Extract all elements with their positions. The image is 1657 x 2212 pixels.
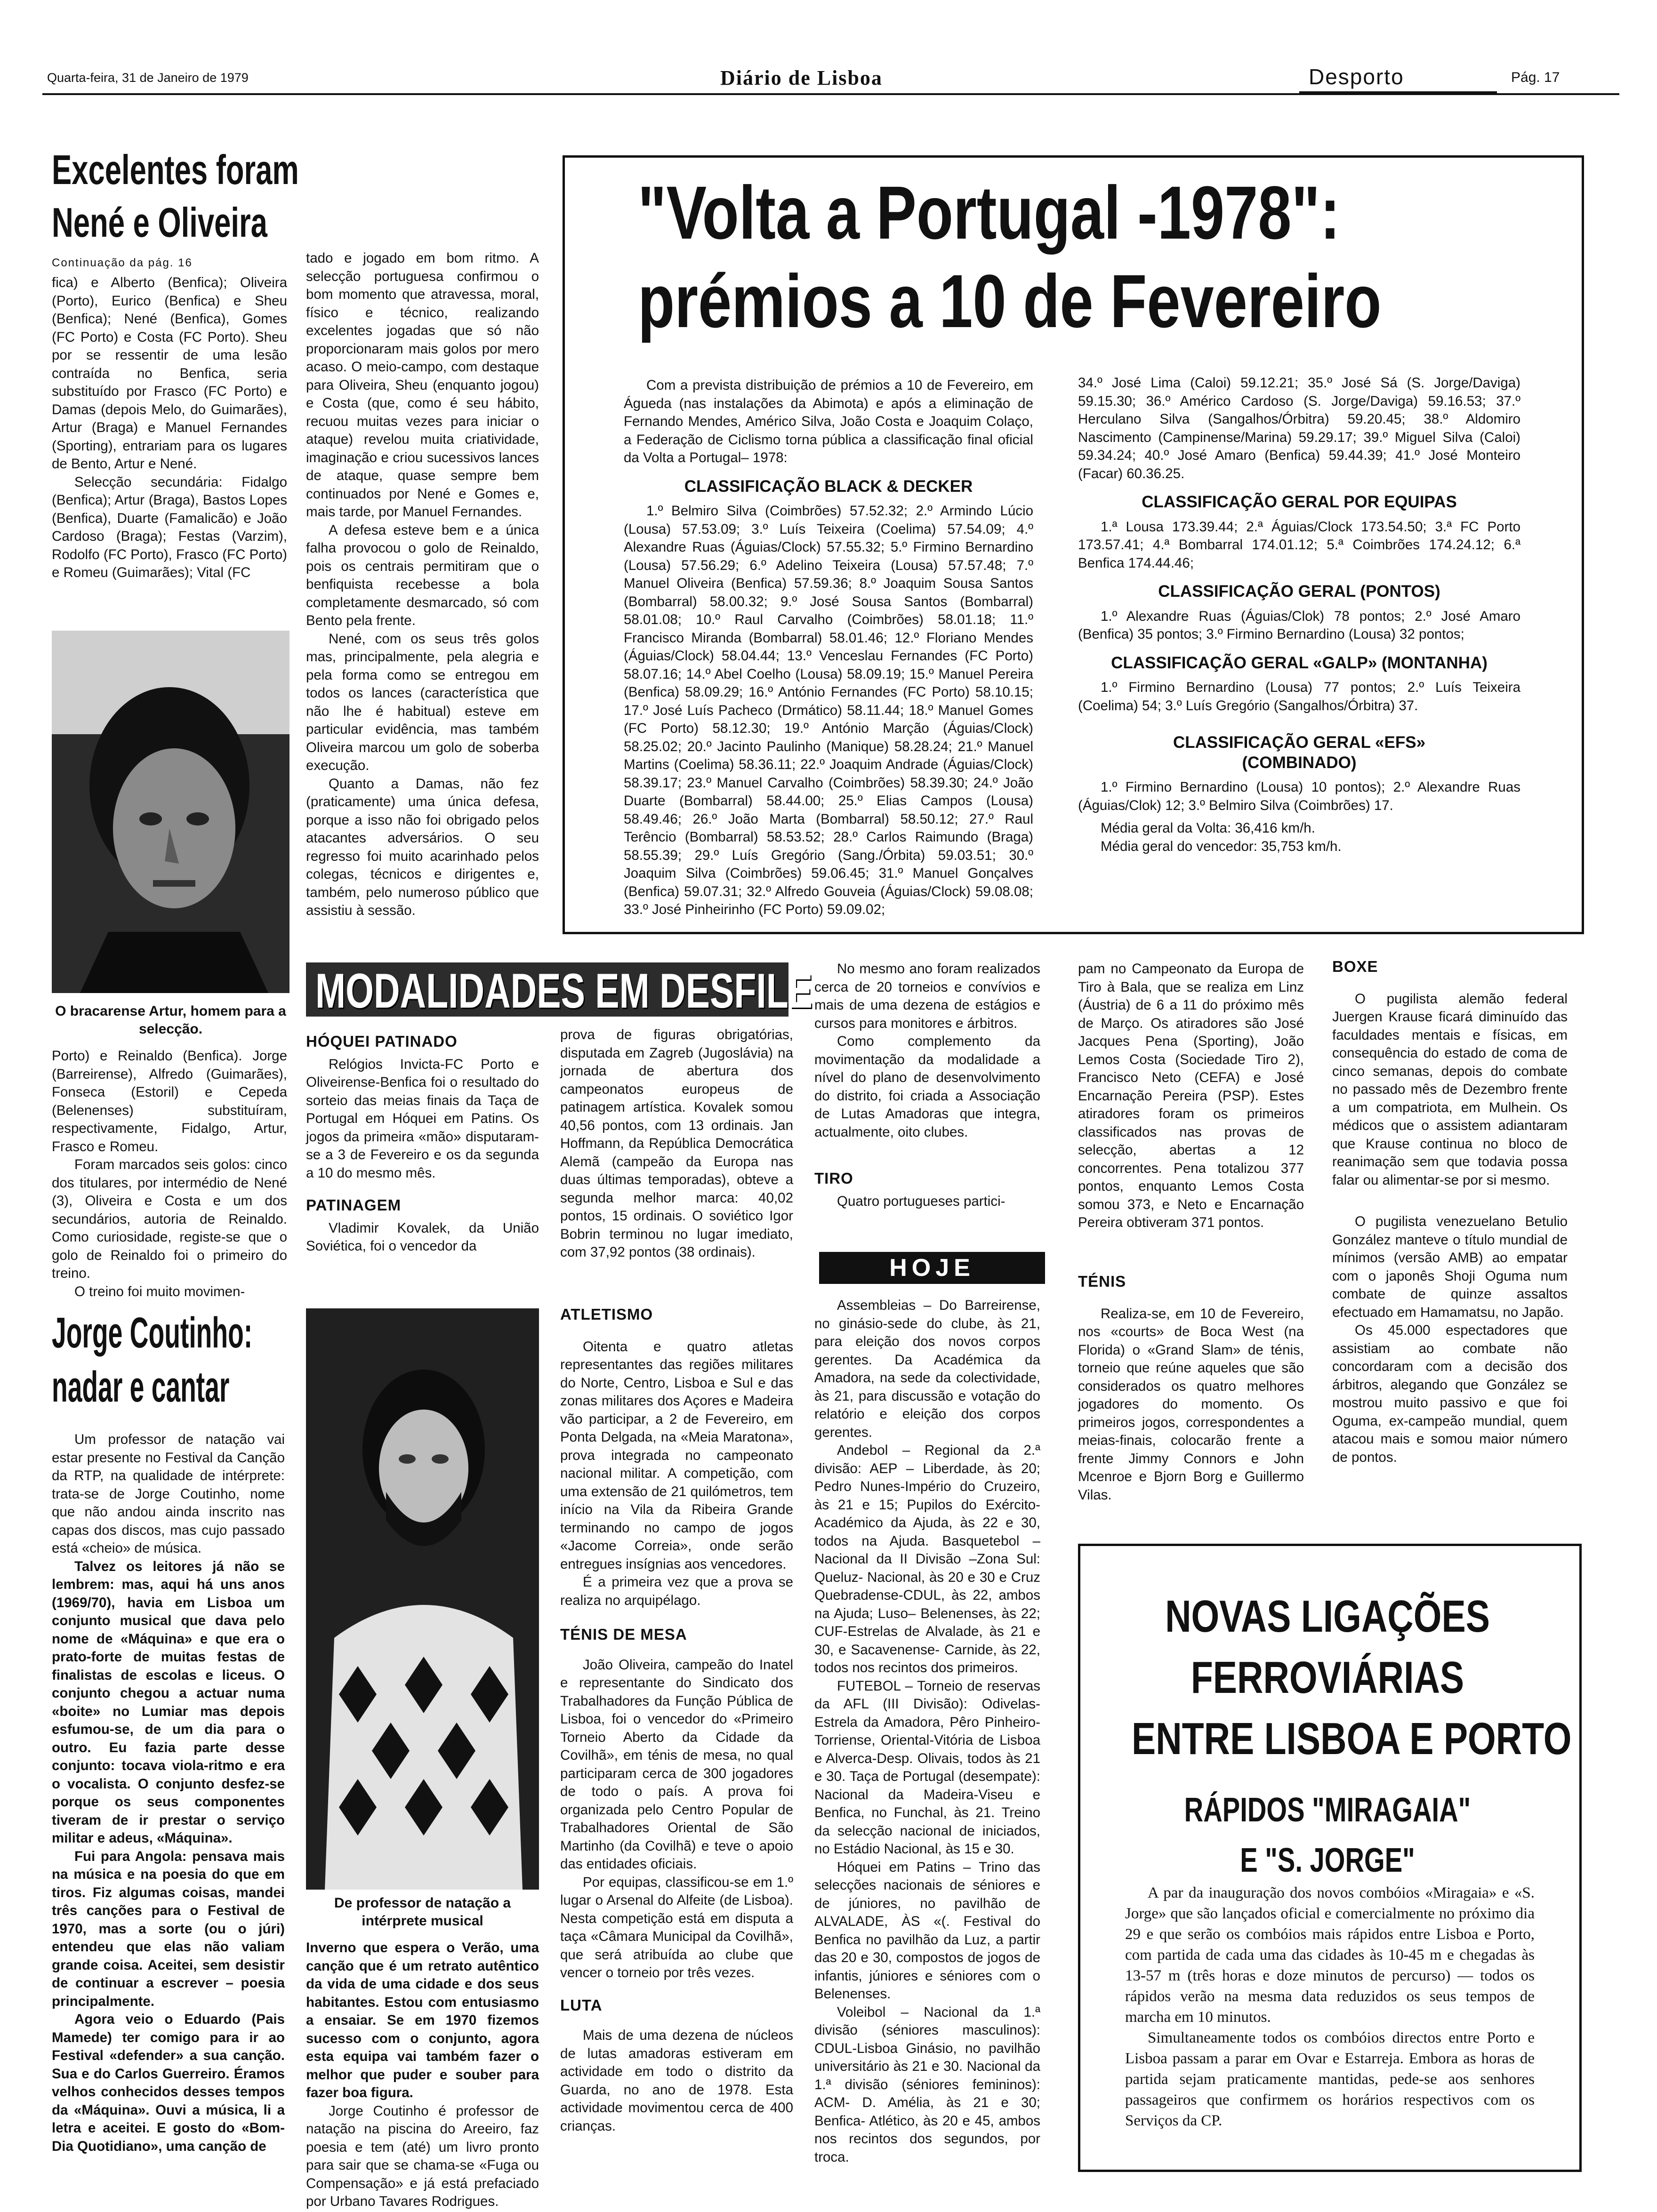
equipas-heading: CLASSIFICAÇÃO GERAL POR EQUIPAS	[1142, 493, 1457, 511]
volta-left-column	[624, 377, 1033, 919]
hoje-item: FUTEBOL – Torneio de reservas da AFL (III Divisão): Odivelas- Estrela da Amadora, Pêro Pinheiro- Torriense, Oriental-Vitória de Lisboa e Alverca-Desp. Olivais, todos às 21 e 30. Taça de Portugal (desempate): Nacional da Madeira-Viseu e Benfica, no Funchal, às 21. Treino da selecção nacional de iniciados, no Estádio Nacional, às 15 e 30.	[814, 1678, 1040, 1857]
volta-headline-line2: prémios a 10 de Fevereiro	[638, 259, 1382, 343]
nene-paragraph: A defesa esteve bem e a única falha provocou o golo de Reinaldo, pois os centrais permitiram que o benfiquista recebesse a bola completamente desmarcado, só com Bento pela frente.	[306, 522, 539, 628]
page-number: Pág. 17	[1511, 70, 1560, 85]
nene-headline-line1: Excelentes foram	[52, 146, 299, 193]
pontos-results: 1.º Alexandre Ruas (Águias/Clok) 78 pontos; 2.º José Amaro (Benfica) 35 pontos; 3.º Firmino Bernardino (Lousa) 32 pontos;	[1078, 608, 1520, 642]
hoquei-text: Relógios Invicta-FC Porto e Oliveirense-Benfica foi o resultado do sorteio das meias finais da Taça de Portugal em Hóquei em Patins. Os jogos da primeira «mão» disputaram-se a 3 de Fevereiro e os da segunda a 10 do mesmo mês.	[306, 1056, 539, 1181]
montanha-results: 1.º Firmino Bernardino (Lousa) 77 pontos; 2.º Luís Teixeira (Coelima) 54; 3.º Luís Gregório (Sangalhos/Órbitra) 37.	[1078, 680, 1520, 713]
media-vencedor: Média geral do vencedor: 35,753 km/h.	[1101, 838, 1342, 854]
coutinho-quote	[52, 1558, 285, 2156]
coutinho-quote-paragraph: Talvez os leitores já não se lembrem: mas, aqui há uns anos (1969/70), havia em Lisboa um conjunto musical que dava pelo nome de «Máquina» e que era o prato-forte de muitas festas de finalistas de escolas e liceus. O conjunto chegou a actuar numa «boite» no Lumiar mas depois esfumou-se, de um dia para o outro. Eu fazia parte desse conjunto: tocava viola-ritmo e era o vocalista. O conjunto desfez-se porque os seus componentes tiveram de ir prestar o serviço militar e adeus, «Máquina».	[52, 1558, 285, 1846]
nene-paragraph: Porto) e Reinaldo (Benfica). Jorge (Barreirense), Alfredo (Guimarães), Fonseca (Estoril) e Cepeda (Belenenses) substituíram, respectivamente, Fidalgo, Artur, Frasco e Romeu.	[52, 1048, 287, 1154]
tenis-mesa-text: João Oliveira, campeão do Inatel e representante do Sindicato dos Trabalhadores da Função Pública de Lisboa, foi o vencedor do «Primeiro Torneio Aberto da Cidade da Covilhã», em ténis de mesa, no qual participaram cerca de 300 jogadores de todo o país. A prova foi organizada pelo Centro Popular de Trabalhadores Oriental de São Martinho (da Covilhã) e teve o apoio das entidades oficiais.	[560, 1657, 793, 1872]
header-rule-accent	[1299, 91, 1497, 95]
boxe-text: O pugilista alemão federal Juergen Krause ficará diminuído das faculdades mentais e físicas, em consequência do estado de coma de cinco semanas, depois do combate no passado mês de Dezembro frente a um compatriota, em Mulhein. Os médicos que o assistem adiantaram que Krause continua no bloco de reanimação sem que todavia possa falar ou alimentar-se por si mesmo.	[1332, 991, 1568, 1188]
atletismo-text: Oitenta e quatro atletas representantes das regiões militares do Norte, Centro, Lisboa e Sul e das zonas militares dos Açores e Madeira vão participar, a 2 de Fevereiro, em Ponta Delgada, na «Meia Maratona», prova integrada no campeonato nacional militar. A competição, com uma extensão de 21 quilómetros, tem início na Vila da Ribeira Grande terminando no campo de jogos «Jacome Correia», onde serão entregues insígnias aos vencedores.	[560, 1338, 793, 1572]
nene-column-1-continued	[52, 1047, 287, 1301]
modalidades-column-2	[560, 1026, 793, 1262]
hoje-column	[814, 1297, 1040, 2166]
black-decker-results: 1.º Belmiro Silva (Coimbrões) 57.52.32; 2.º Armindo Lúcio (Lousa) 57.53.09; 3.º Luís Teixeira (Coelima) 57.54.09; 4.º Alexandre Ruas (Águias/Clock) 57.55.32; 5.º Firmino Bernardino (Lousa) 57.56.29; 6.º Adelino Teixeira (Lousa) 57.57.48; 7.º Manuel Oliveira (Benfica) 57.59.36; 8.º Joaquim Sousa Santos (Bombarral) 58.00.32; 9.º José Sousa Santos (Bombarral) 58.01.08; 10.º Raul Carvalho (Coimbrões) 58.01.18; 11.º Francisco Miranda (Bombarral) 58.01.46; 12.º Floriano Mendes (Águias/Clock) 58.04.44; 13.º Venceslau Fernandes (FC Porto) 58.07.16; 14.º Abel Coelho (Lousa) 58.09.19; 15.º Manuel Pereira (Benfica) 58.09.29; 16.º António Fernandes (FC Porto) 58.10.15; 17.º José Luís Pacheco (Drmático) 58.11.44; 18.º Manuel Gomes (FC Porto) 58.12.30; 19.º António Marção (Águias/Clock) 58.25.02; 20.º Jacinto Paulinho (Manique) 58.28.24; 21.º Manuel Martins (Coelima) 58.36.11; 22.º Joaquim Andrade (Águias/Clock) 58.39.17; 23.º Manuel Carvalho (Coimbrões) 58.39.30; 24.º João Duarte (Bombarral) 58.44.00; 25.º Elias Campos (Lousa) 58.49.46; 26.º João Marta (Bombarral) 58.50.12; 27.º Raul Terêncio (Bombarral) 58.53.52; 28.º Carlos Raimundo (Braga) 58.55.39; 29.º Luís Gregório (Sang./Órbita) 59.03.51; 30.º Joaquim Silva (Coimbrões) 59.06.45; 31.º Manuel Gonçalves (Benfica) 59.07.31; 32.º Alfredo Gouveia (Águias/Clock) 59.08.08; 33.º José Pinheirinho (FC Porto) 59.09.02;	[624, 503, 1033, 917]
nene-paragraph: Selecção secundária: Fidalgo (Benfica); Artur (Braga), Bastos Lopes (Benfica), Duarte (Famalicão) e João Cardoso (Braga); Festas (Varzim), Rodolfo (FC Porto), Frasco (FC Porto) e Romeu (Guimarães); Vital (FC	[52, 474, 287, 580]
black-decker-heading: CLASSIFICAÇÃO BLACK & DECKER	[684, 477, 973, 496]
tenis-mesa-text: Por equipas, classificou-se em 1.º lugar o Arsenal do Alfeite (de Lisboa). Nesta competição está em disputa a taça «Câmara Municipal da Covilhã», que será atribuída ao clube que vencer o torneio por três vezes.	[560, 1874, 793, 1980]
hoquei-heading: HÓQUEI PATINADO	[306, 1033, 458, 1050]
luta-heading: LUTA	[560, 1996, 603, 2014]
coutinho-photo	[306, 1308, 539, 1890]
volta-right-column	[1078, 374, 1520, 856]
tenis-column	[1078, 1266, 1304, 1504]
ad-subheadline-line2: E "S. JORGE"	[1240, 1842, 1415, 1879]
patinagem-text-continued: prova de figuras obrigatórias, disputada em Zagreb (Jugoslávia) na jornada de abertura dos campeonatos europeus de patinagem artística. Kovalek somou 40,56 pontos, com 13 ordinais. Jan Hoffmann, da República Democrática Alemã (campeão da Europa nas duas últimas temporadas), obteve a segunda melhor marca: 40,02 pontos, 15 ordinais. O soviético Igor Bobrin terminou no lugar imediato, com 37,92 pontos (38 ordinais).	[560, 1027, 793, 1260]
nene-headline-line2: Nené e Oliveira	[52, 199, 267, 246]
efs-heading	[1078, 734, 1520, 752]
coutinho-quote-paragraph: Fui para Angola: pensava mais na música e na poesia do que em tiros. Fiz algumas coisas, mandei três canções para o Festival de 1970, mas a sorte (ou o júri) entendeu que elas não valiam grande coisa. Aceitei, sem desistir de continuar a escrever – poesia principalmente.	[52, 1848, 285, 2009]
hoje-item: Voleibol – Nacional da 1.ª divisão (séniores masculinos): CDUL-Lisboa Ginásio, no pavilhão universitário às 21 e 30. Nacional da 1.ª divisão (séniores femininos): ACM- D. Amélia, às 21 e 30; Benfica- Atlético, às 20 e 45, ambos nos recintos dos segundos, por troca.	[814, 2004, 1040, 2165]
modalidades-column-1	[306, 1026, 539, 1256]
atletismo-heading: ATLETISMO	[560, 1306, 653, 1323]
efs-results: 1.º Firmino Bernardino (Lousa) 10 pontos); 2.º Alexandre Ruas (Águias/Clok) 12; 3.º Belmiro Silva (Coimbrões) 17.	[1078, 779, 1520, 813]
tiro-text-continued: pam no Campeonato da Europa de Tiro à Bala, que se realiza em Linz (Áustria) de 6 a 11 do próximo mês de Março. Os atiradores são José Jacques Pena (Sporting), João Lemos Costa (Sociedade Tiro 2), Francisco Neto (CEFA) e José Encarnação Pereira (PSP). Estes atiradores foram os primeiros classificados nas provas de selecção, abertas a 12 concorrentes. Pena totalizou 377 pontos, enquanto Lemos Costa somou 373, e Neto e Encarnação Pereira obtiveram 371 pontos.	[1078, 961, 1304, 1230]
coutinho-headline-line1: Jorge Coutinho:	[52, 1309, 253, 1357]
efs-subheading: (COMBINADO)	[1242, 753, 1357, 772]
boxe-text: O pugilista venezuelano Betulio González manteve o título mundial de mínimos (versão AMB) ao empatar com o japonês Shoji Oguma num combate de quinze assaltos efectuado em Hamamatsu, no Japão.	[1332, 1214, 1568, 1320]
coutinho-quote-paragraph: Inverno que espera o Verão, uma canção que é um retrato autêntico da vida de uma cidade e dos seus habitantes. Estou com entusiasmo a ensaiar. Se em 1970 fizemos sucesso com o conjunto, agora esta equipa vai também fazer o melhor que puder e souber para fazer boa figura.	[306, 1940, 539, 2100]
modalidades-column-5	[1332, 958, 1568, 1467]
ad-headline-line3: ENTRE LISBOA E PORTO	[1132, 1714, 1572, 1764]
artur-photo-caption: O bracarense Artur, homem para a selecção.	[55, 1003, 286, 1037]
coutinho-portrait-illustration	[306, 1308, 539, 1890]
coutinho-photo-caption: De professor de natação a intérprete musical	[334, 1895, 511, 1929]
coutinho-column-2	[306, 1939, 539, 2211]
patinagem-text: Vladimir Kovalek, da União Soviética, foi o vencedor da	[306, 1220, 539, 1254]
luta-text: Mais de uma dezena de núcleos de lutas amadoras estiveram em actividade em todo o distrito da Guarda, no ano de 1978. Esta actividade movimentou cerca de 400 crianças.	[560, 2028, 793, 2134]
efs-heading-line1: CLASSIFICAÇÃO GERAL «EFS»	[1173, 733, 1426, 752]
portrait-illustration	[52, 631, 290, 993]
nene-paragraph: Quanto a Damas, não fez (praticamente) uma única defesa, porque a isso não foi obrigado pelos atacantes adversários. O seu regresso foi muito acarinhado pelos colegas, técnicos e dirigentes e, também, pelo numeroso público que assistiu à sessão.	[306, 776, 539, 918]
luta-continued: No mesmo ano foram realizados cerca de 20 torneios e convívios e mais de uma dezena de estágios e cursos para monitores e árbitros.	[814, 961, 1040, 1031]
volta-headline	[638, 169, 1532, 345]
nene-paragraph: tado e jogado em bom ritmo. A selecção portuguesa confirmou o bom momento que atravessa, moral, físico e técnico, realizando excelentes jogadas que só não proporcionaram mais golos por mero acaso. O meio-campo, com destaque para Oliveira, Sheu (enquanto jogou) e Costa (que, como é seu hábito, recuou muitas vezes para iniciar o ataque) revelou muita criatividade, imaginação e criou sucessivos lances de ataque, quase sempre bem continuados por Nené e Gomes e, mais tarde, por Manuel Fernandes.	[306, 250, 539, 520]
ad-headline-line1: NOVAS LIGAÇÕES	[1165, 1591, 1490, 1642]
nene-column-1	[52, 274, 287, 582]
nene-column-2	[306, 249, 539, 920]
montanha-heading: CLASSIFICAÇÃO GERAL «GALP» (MONTANHA)	[1111, 653, 1488, 672]
ad-body-paragraph: A par da inauguração dos novos combóios «Miragaia» e «S. Jorge» que são lançados oficial e comercialmente no próximo dia 29 e que serão os combóios mais rápidos entre Lisboa e Porto, com partida de cada uma das cidades às 10-45 m e chegadas às 13-57 m (três horas e doze minutos de percurso) — todos os rápidos verão na mesma data reduzidos os seus tempos de marcha em 10 minutos.	[1125, 1884, 1535, 2026]
coutinho-headline	[52, 1308, 315, 1421]
atletismo-text: É a primeira vez que a prova se realiza no arquipélago.	[560, 1574, 793, 1608]
boxe-text: Os 45.000 espectadores que assistiam ao combate não concordaram com a decisão dos árbitros, alegando que González se mostrou muito passivo e que foi Oguma, ex-campeão mundial, quem atacou mais e somou maior número de pontos.	[1332, 1322, 1568, 1465]
continuation-note: Continuação da pág. 16	[52, 256, 193, 269]
tiro-heading: TIRO	[814, 1170, 853, 1187]
modalidades-column-4	[1078, 960, 1304, 1232]
masthead: Diário de Lisboa	[720, 66, 883, 89]
modalidades-column-2b	[560, 1299, 793, 2135]
ad-body	[1125, 1883, 1535, 2131]
coutinho-intro: Um professor de natação vai estar presente no Festival da Canção da RTP, na qualidade de intérprete: trata-se de Jorge Coutinho, nome que não andou ainda inscrito nas capas dos discos, mas cujo passado está «cheio» de música.	[52, 1432, 285, 1556]
nene-paragraph: Foram marcados seis golos: cinco dos titulares, por intermédio de Nené (3), Oliveira e Costa e um dos secundários, autoria de Reinaldo. Como curiosidade, registe-se que o golo de Reinaldo foi o primeiro do treino.	[52, 1157, 287, 1281]
nene-paragraph: Nené, com os seus três golos mas, principalmente, pela alegria e pela forma como se entregou em todos os lances (característica que não lhe é habitual) esteve em particular evidência, mas também Oliveira marcou um golo de soberba execução.	[306, 631, 539, 773]
ad-body-paragraph: Simultaneamente todos os combóios directos entre Porto e Lisboa passam a parar em Ovar e Estarreja. Embora as horas de partida sejam praticamente mantidas, pede-se aos senhores passageiros que confirmem os horários respectivos com os Serviços da CP.	[1125, 2029, 1535, 2129]
boxe-heading: BOXE	[1332, 958, 1378, 975]
modalidades-column-3	[814, 960, 1040, 1210]
coutinho-bio: Jorge Coutinho é professor de natação na piscina do Areeiro, faz poesia e tem (até) um livro pronto para sair que se chama-se «Fuga ou Compensação» e já está prefaciado por Urbano Tavares Rodrigues.	[306, 2103, 539, 2209]
nene-paragraph: fica) e Alberto (Benfica); Oliveira (Porto), Eurico (Benfica) e Sheu (Benfica); Nené (Benfica), Gomes (FC Porto) e Costa (FC Porto). Sheu por se ressentir de uma lesão contraída no Benfica, seria substituído por Frasco (FC Porto) e Damas (depois Melo, do Guimarães), Artur (Braga) e Manuel Fernandes (Sporting), entrariam para os lugares de Bento, Artur e Nené.	[52, 275, 287, 472]
nene-paragraph: O treino foi muito movimen-	[74, 1283, 245, 1299]
patinagem-heading: PATINAGEM	[306, 1196, 402, 1214]
media-volta: Média geral da Volta: 36,416 km/h.	[1101, 820, 1315, 836]
hoje-banner	[819, 1252, 1045, 1284]
issue-date: Quarta-feira, 31 de Janeiro de 1979	[47, 71, 249, 85]
ad-headline-line2: FERROVIÁRIAS	[1190, 1652, 1464, 1703]
coutinho-column-1	[52, 1431, 285, 2156]
hoje-item: Assembleias – Do Barreirense, no ginásio-sede do clube, às 21, para eleição dos novos corpos gerentes. Da Académica da Amadora, na sede da colectividade, às 21, para discussão e votação do relatório e eleição dos corpos gerentes.	[814, 1298, 1040, 1440]
hoje-item: Andebol – Regional da 2.ª divisão: AEP – Liberdade, às 20; Pedro Nunes-Império do Cruzeiro, às 21 e 15; Pupilos do Exército-Académico da Ajuda, às 22 e 30, todos na Ajuda. Basquetebol – Nacional da II Divisão –Zona Sul: Queluz- Nacional, às 20 e 30 e Cruz Quebradense-CDUL, às 22, ambos na Ajuda; Luso– Belenenses, às 22; CUF-Estrelas de Alvalade, às 21 e 30, e Sacavenense- Carnide, às 22, todos nos recintos dos primeiros.	[814, 1443, 1040, 1675]
coutinho-headline-line2: nadar e cantar	[52, 1363, 230, 1411]
ad-subheadline-line1: RÁPIDOS "MIRAGAIA"	[1184, 1791, 1471, 1829]
pontos-heading: CLASSIFICAÇÃO GERAL (PONTOS)	[1158, 582, 1440, 601]
volta-headline-line1: "Volta a Portugal -1978":	[638, 170, 1340, 255]
volta-results-continued: 34.º José Lima (Caloi) 59.12.21; 35.º José Sá (S. Jorge/Daviga) 59.15.30; 36.º Américo Cardoso (S. Jorge/Daviga) 59.16.53; 37.º Herculano Silva (Sangalhos/Órbitra) 59.20.45; 38.º Aldomiro Nascimento (Campinense/Marina) 59.29.17; 39.º Miguel Silva (Caloi) 59.34.24; 40.º José Amaro (Benfica) 59.44.39; 41.º José Monteiro (Facar) 60.36.25.	[1078, 375, 1520, 481]
tiro-text: Quatro portugueses partici-	[837, 1193, 1005, 1209]
modalidades-banner	[306, 962, 813, 1018]
ad-headline	[1083, 1591, 1572, 1880]
coutinho-quote-continued	[306, 1939, 539, 2102]
coutinho-quote-paragraph: Agora veio o Eduardo (Pais Mamede) ter comigo para ir ao Festival «defender» a sua canção. Sua e do Carlos Guerreiro. Éramos velhos conhecidos desses tempos da «Máquina». Ouvi a música, li a letra e aceitei. E gosto do «Bom-Dia Quotidiano», uma canção de	[52, 2012, 285, 2154]
modalidades-banner-text: MODALIDADES EM DESFILE	[315, 964, 813, 1018]
tenis-text: Realiza-se, em 10 de Fevereiro, nos «courts» de Boca West (na Florida) o «Grand Slam» de ténis, torneio que reúne aqueles que são considerados os quatro melhores jogadores do momento. Os primeiros jogos, correspondentes a meias-finais, colocarão frente a frente Jimmy Connors e John Mcenroe e Bjorn Borg e Guillermo Vilas.	[1078, 1306, 1304, 1503]
section-name: Desporto	[1309, 64, 1404, 89]
volta-intro: Com a prevista distribuição de prémios a 10 de Fevereiro, em Águeda (nas instalações da Abimota) e após a eliminação de Fernando Mendes, Américo Silva, João Costa e Joaquim Colaço, a Federação de Ciclismo torna pública a classificação final oficial da Volta a Portugal– 1978:	[624, 377, 1033, 465]
tenis-heading: TÉNIS	[1078, 1273, 1126, 1290]
equipas-results: 1.ª Lousa 173.39.44; 2.ª Águias/Clock 173.54.50; 3.ª FC Porto 173.57.41; 4.ª Bombarral 174.01.12; 5.ª Coimbrões 174.24.12; 6.ª Benfica 174.44.46;	[1078, 519, 1520, 571]
artur-photo	[52, 631, 290, 993]
luta-continued: Como complemento da movimentação da modalidade a nível do plano de desenvolvimento do distrito, foi criada a Associação de Lutas Amadoras que integra, actualmente, oito clubes.	[814, 1034, 1040, 1140]
tenis-mesa-heading: TÉNIS DE MESA	[560, 1626, 687, 1643]
hoje-item: Hóquei em Patins – Trino das selecções nacionais de séniores e de júniores, no pavilhão de ALVALADE, ÀS «(. Festival do Benfica no pavilhão da Luz, a partir das 20 e 30, compostos de jogos de infantis, júniores e séniores com o Belenenses.	[814, 1859, 1040, 2002]
hoje-banner-text: HOJE	[889, 1254, 975, 1282]
